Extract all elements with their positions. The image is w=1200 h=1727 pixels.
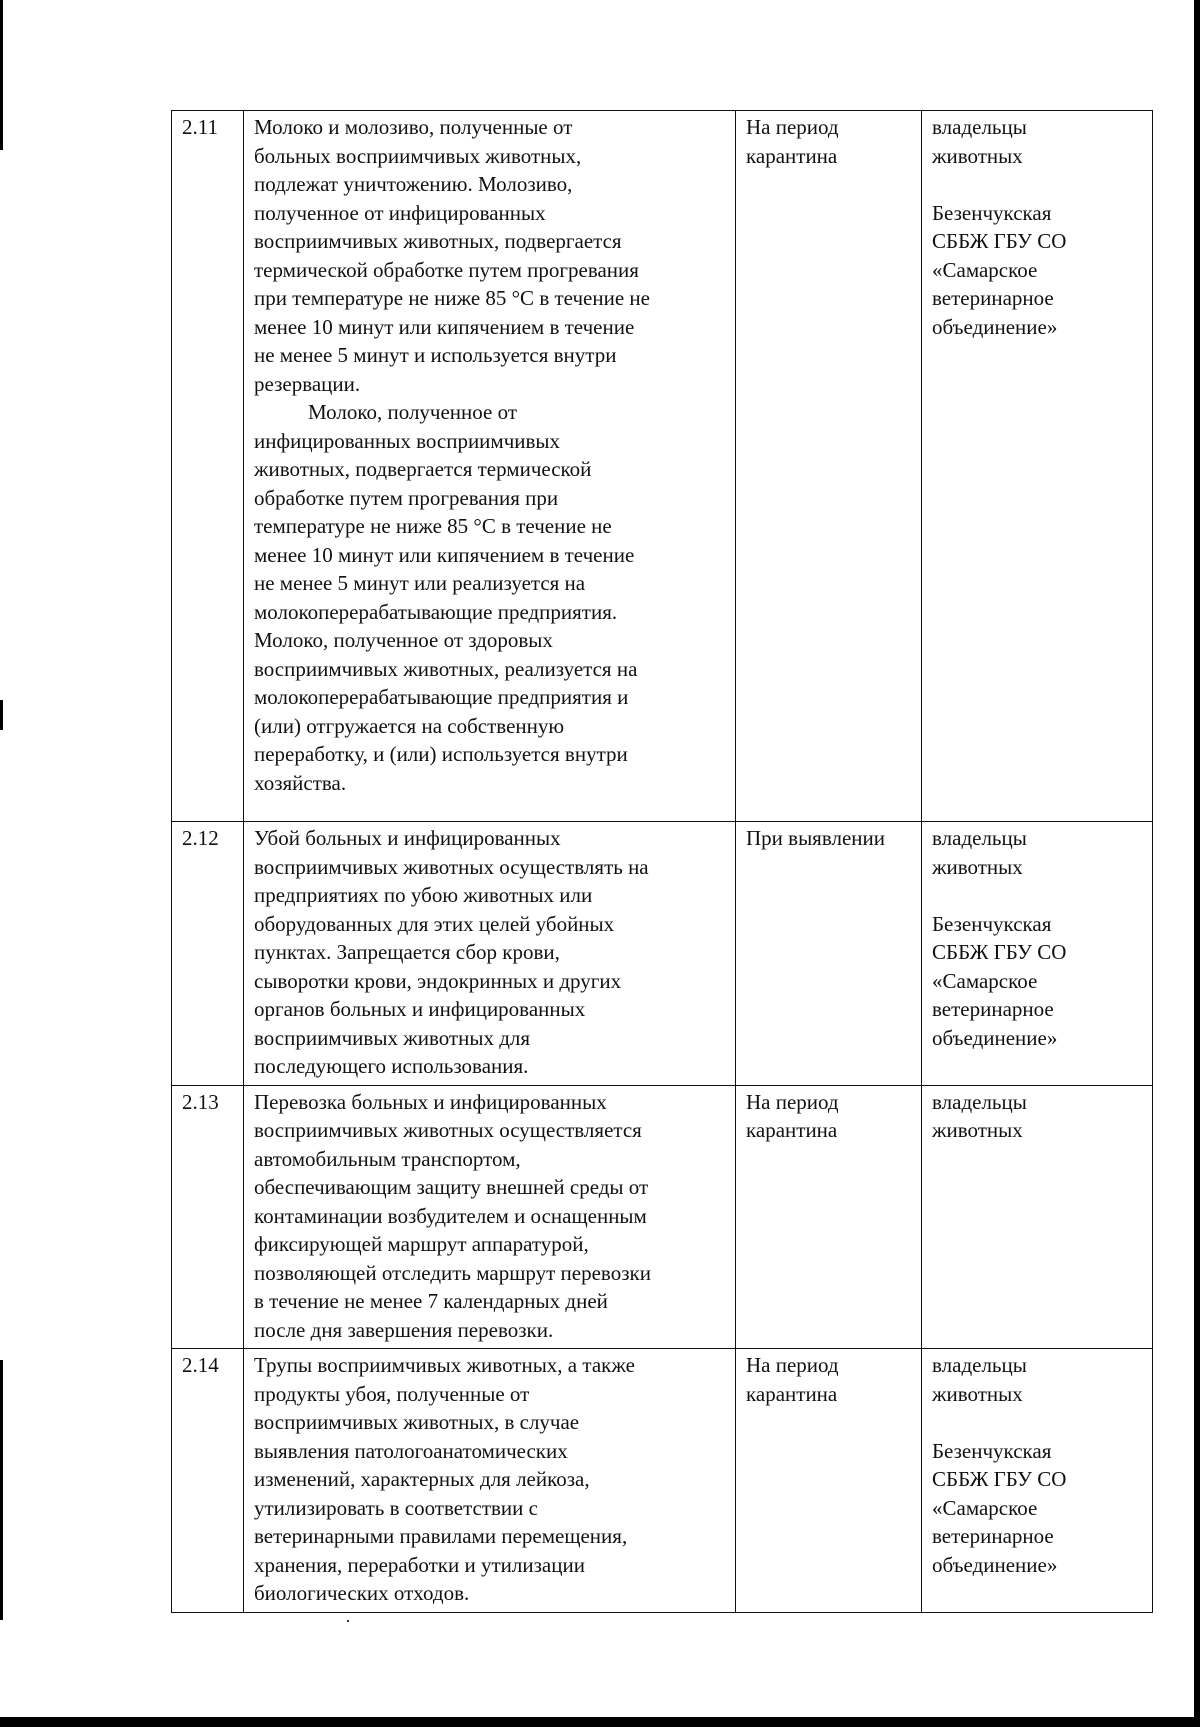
term-text: При выявлении bbox=[746, 826, 885, 850]
row-number: 2.11 bbox=[172, 111, 244, 822]
measure-term bbox=[736, 1085, 922, 1349]
scan-speck bbox=[347, 1620, 349, 1622]
scan-edge-left-top bbox=[0, 0, 3, 150]
measure-responsible bbox=[922, 111, 1153, 822]
responsible-owners: владельцы животных bbox=[932, 1089, 1027, 1142]
term-text: На период карантина bbox=[746, 115, 839, 168]
measure-paragraph: Перевозка больных и инфицированных восприимчивых животных осуществляется автомобильным транспортом, обеспечивающим защиту внешней среды от контаминации возбудителем и оснащенным фиксирующей маршрут аппаратурой, позволяющей отследить маршрут перевозки в течение не менее 7 календарных дней после дня завершения перевозки. bbox=[254, 1089, 651, 1342]
table-row bbox=[172, 1349, 1153, 1613]
measure-description bbox=[244, 822, 736, 1086]
measure-paragraph: Молоко, полученное от инфицированных восприимчивых животных, подвергается термической обработке путем прогревания при температуре не ниже 85 °С в течение не менее 10 минут или кипячением в течение не менее 5 минут или реализуется на молокоперерабатывающие предприятия. Молоко, полученное от здоровых восприимчивых животных, реализуется на молокоперерабатывающие предприятия и (или) отгружается на собственную переработку, и (или) используется внутри хозяйства. bbox=[254, 400, 638, 795]
table-row bbox=[172, 1085, 1153, 1349]
measures-table bbox=[171, 110, 1153, 1613]
measure-paragraph: Молоко и молозиво, полученные от больных восприимчивых животных, подлежат уничтожению. Молозиво, полученное от инфицированных восприимчивых животных, подвергается термической обработке путем прогревания при температуре не ниже 85 °С в течение не менее 10 минут или кипячением в течение не менее 5 минут и используется внутри резервации. bbox=[254, 115, 650, 396]
responsible-agency: Безенчукская СББЖ ГБУ СО «Самарское ветеринарное объединение» bbox=[932, 911, 1067, 1050]
measure-description bbox=[244, 1349, 736, 1613]
measure-description bbox=[244, 111, 736, 822]
measure-responsible bbox=[922, 1085, 1153, 1349]
measure-description bbox=[244, 1085, 736, 1349]
measure-term bbox=[736, 822, 922, 1086]
row-number: 2.14 bbox=[172, 1349, 244, 1613]
row-number: 2.13 bbox=[172, 1085, 244, 1349]
scan-edge-bottom bbox=[0, 1717, 1200, 1727]
scan-edge-right bbox=[1194, 0, 1200, 1727]
table-row bbox=[172, 822, 1153, 1086]
measure-term bbox=[736, 111, 922, 822]
measure-responsible bbox=[922, 1349, 1153, 1613]
table-row bbox=[172, 111, 1153, 822]
responsible-agency: Безенчукская СББЖ ГБУ СО «Самарское ветеринарное объединение» bbox=[932, 200, 1067, 339]
term-text: На период карантина bbox=[746, 1353, 839, 1406]
measure-paragraph: Трупы восприимчивых животных, а также продукты убоя, полученные от восприимчивых животных, в случае выявления патологоанатомических изменений, характерных для лейкоза, утилизировать в соответствии с ветеринарными правилами перемещения, хранения, переработки и утилизации биологических отходов. bbox=[254, 1353, 635, 1605]
measure-term bbox=[736, 1349, 922, 1613]
scan-edge-left-mid bbox=[0, 700, 3, 730]
measure-paragraph: Убой больных и инфицированных восприимчивых животных осуществлять на предприятиях по убою животных или оборудованных для этих целей убойных пунктах. Запрещается сбор крови, сыворотки крови, эндокринных и других органов больных и инфицированных восприимчивых животных для последующего использования. bbox=[254, 826, 649, 1078]
responsible-agency: Безенчукская СББЖ ГБУ СО «Самарское ветеринарное объединение» bbox=[932, 1438, 1067, 1577]
term-text: На период карантина bbox=[746, 1089, 839, 1142]
measure-responsible bbox=[922, 822, 1153, 1086]
responsible-owners: владельцы животных bbox=[932, 826, 1027, 879]
responsible-owners: владельцы животных bbox=[932, 1353, 1027, 1406]
responsible-owners: владельцы животных bbox=[932, 115, 1027, 168]
row-number: 2.12 bbox=[172, 822, 244, 1086]
scan-edge-left-bottom bbox=[0, 1360, 3, 1620]
